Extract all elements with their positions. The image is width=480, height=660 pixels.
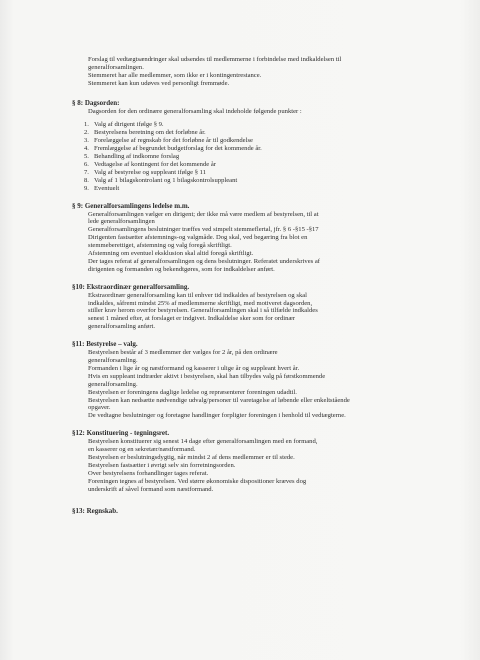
agenda-item: 4. Fremlæggelse af begrundet budgetforslag for det kommende år.	[84, 145, 262, 153]
section-11-line: De vedtagne beslutninger og foretagne handlinger forpligter foreningen i henhold til vedtægterne.	[88, 412, 346, 420]
section-12-line: en kasserer og en sekretær/næstformand.	[88, 446, 196, 454]
section-12-body	[72, 438, 452, 493]
preamble-line: Stemmeret har alle medlemmer, som ikke er i kontingentrestance.	[88, 71, 262, 79]
agenda-item: 3. Forelæggelse af regnskab for det forløbne år til godkendelse	[84, 137, 253, 145]
preamble-line: Stemmeret kan kun udøves ved personligt fremmøde.	[88, 79, 230, 87]
section-11-line: Bestyrelsen er foreningens daglige ledelse og repræsenterer foreningen udadtil.	[88, 388, 297, 396]
section-10-line: senest 1 måned efter, at forslaget er indgivet. Indkaldelse sker som for ordinær	[88, 315, 296, 323]
section-11-line: Hvis en suppleant indtræder aktivt i bestyrelsen, skal han tilbydes valg på førstkommende	[88, 372, 326, 380]
section-12-line: Bestyrelsen fastsætter i øvrigt selv sin forretningsorden.	[88, 461, 236, 469]
section-10-line: stiller krav herom overfor bestyrelsen. Generalforsamlingen skal i så tilfælde indkaldes	[88, 307, 318, 315]
section-heading-12: §12: Konstituering - tegningsret.	[72, 429, 170, 438]
section-10-line: generalforsamling anført.	[88, 323, 156, 331]
section-11-line: Bestyrelsen kan nedsætte nødvendige udvalg/personer til varetagelse af løbende eller enkeltstående	[88, 396, 350, 404]
section-9-line: stemmeberettiget, afstemning og valg foregå skriftligt.	[88, 242, 232, 250]
section-9-body	[72, 211, 452, 274]
section-heading-10: §10: Ekstraordinær generalforsamling.	[72, 282, 190, 291]
section-11-line: Bestyrelsen består af 3 medlemmer der vælges for 2 år, på den ordinære	[88, 349, 278, 357]
section-heading-11: §11: Bestyrelse – valg.	[72, 340, 138, 349]
agenda-item: 9. Eventuelt	[84, 184, 120, 192]
section-12-line: Foreningen tegnes af bestyrelsen. Ved større økonomiske dispositioner kræves dog	[88, 477, 307, 485]
preamble	[72, 56, 452, 88]
section-11-line: opgaver.	[88, 404, 111, 412]
section-11-line: Formanden i lige år og næstformand og kasserer i ulige år og suppleant hvert år.	[88, 364, 300, 372]
section-heading-13: §13: Regnskab.	[72, 506, 118, 515]
section-11-body	[72, 349, 452, 420]
section-9-line: Afstemning om eventuel eksklusion skal altid foregå skriftligt.	[88, 250, 254, 258]
section-10-line: indkaldes, såfremt mindst 25% af medlemmerne skriftligt, med motiveret dagsorden,	[88, 299, 313, 307]
section-12-line: Over bestyrelsens forhandlinger tages referat.	[88, 469, 209, 477]
section-9-line: Der tages referat af generalforsamlingen og dens beslutninger. Referatet underskrives af	[88, 257, 320, 265]
section-9-line: Dirigenten fastsætter afstemnings-og valgmåde. Dog skal, ved begæring fra blot en	[88, 234, 308, 242]
section-11-line: generalforsamling.	[88, 380, 138, 388]
agenda-item: 2. Bestyrelsens beretning om det forløbne år.	[84, 129, 206, 137]
agenda-list	[72, 121, 452, 192]
agenda-item: 1. Valg af dirigent ifølge § 9.	[84, 121, 164, 129]
section-9-line: Generalforsamlingen vælger en dirigent; der ikke må være medlem af bestyrelsen, til at	[88, 210, 319, 218]
agenda-item: 5. Behandling af indkomne forslag	[84, 153, 180, 161]
section-12-line: underskrift af såvel formand som næstformand.	[88, 485, 214, 493]
section-heading-8: § 8: Dagsorden:	[72, 98, 120, 107]
agenda-item: 8. Valg af 1 bilagskontrolant og 1 bilagskontrolsuppleant	[84, 176, 238, 184]
section-8-intro: Dagsorden for den ordinære generalforsamling skal indeholde følgende punkter :	[88, 107, 302, 115]
agenda-item: 7. Valg af bestyrelse og suppleant ifølge § 11	[84, 168, 207, 176]
section-heading-9: § 9: Generalforsamlingens ledelse m.m.	[72, 201, 190, 210]
section-12-line: Bestyrelsen er beslutningsdygtig, når mindst 2 af dens medlemmer er til stede.	[88, 453, 295, 461]
preamble-line: generalforsamlingen.	[88, 63, 144, 71]
section-11-line: generalforsamling.	[88, 357, 138, 364]
preamble-line: Forslag til vedtægtsændringer skal udsendes til medlemmerne i forbindelse med indkaldelsen til	[88, 56, 342, 63]
section-9-line: dirigenten og formanden og bekendtgøres, som for indkaldelser anført.	[88, 265, 275, 273]
section-10-body	[72, 292, 452, 332]
section-10-line: Ekstraordinær generalforsamling kan til enhver tid indkaldes af bestyrelsen og skal	[88, 291, 307, 299]
section-9-line: Generalforsamlingens beslutninger træffes ved simpelt stemmeflertal, jfr. § 6 -§15 -§17	[88, 226, 319, 234]
section-9-line: lede generalforsamlingen	[88, 218, 155, 226]
document-body	[72, 56, 452, 515]
agenda-item: 6. Vedtagelse af kontingent for det kommende år	[84, 160, 216, 168]
section-12-line: Bestyrelsen konstituerer sig senest 14 dage efter generalforsamlingen med en formand,	[88, 438, 318, 446]
